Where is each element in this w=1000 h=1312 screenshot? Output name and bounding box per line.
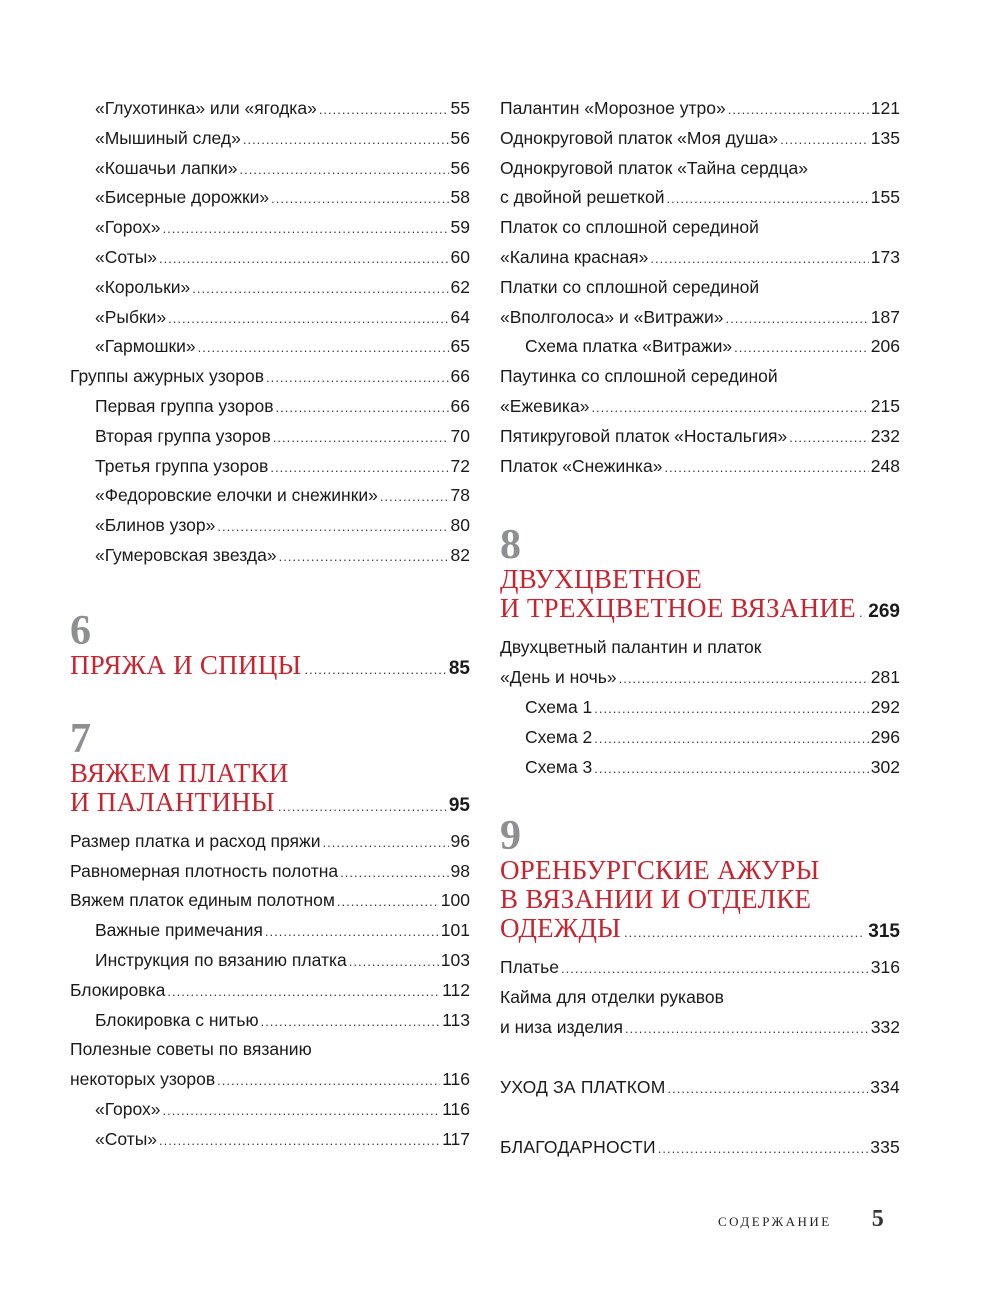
leader-dots — [594, 694, 869, 724]
toc-entry[interactable] — [70, 857, 470, 887]
toc-entry[interactable] — [500, 953, 900, 983]
entry-title: Блокировка — [70, 979, 166, 1000]
entry-title: Важные примечания — [95, 920, 263, 941]
entry-title: «Горох» — [95, 1098, 161, 1119]
entry-page: 65 — [450, 336, 470, 357]
toc-entry[interactable] — [70, 946, 470, 976]
leader-dots — [167, 977, 440, 1007]
toc-entry[interactable] — [70, 362, 470, 392]
entry-page: 82 — [450, 544, 470, 565]
entry-title: «Глухотинка» или «ягодка» — [95, 98, 317, 118]
chapter-entries — [500, 953, 900, 1042]
leader-dots — [591, 393, 868, 423]
entry-title: Схема 2 — [525, 726, 593, 747]
entry-page: 100 — [440, 890, 470, 911]
entry-page: 334 — [870, 1076, 900, 1097]
toc-entry[interactable] — [500, 183, 900, 213]
toc-entry[interactable] — [70, 1006, 470, 1036]
toc-entry[interactable] — [70, 1095, 470, 1125]
leader-dots — [273, 423, 449, 453]
entry-page: 292 — [870, 696, 900, 717]
leader-dots — [340, 858, 448, 888]
chapter-entries — [500, 633, 900, 782]
entry-page: 155 — [870, 187, 900, 208]
entry-title: Первая группа узоров — [95, 395, 274, 416]
leader-dots — [168, 304, 448, 334]
entry-page: 70 — [450, 425, 470, 446]
entry-page: 66 — [450, 395, 470, 416]
toc-entry[interactable] — [70, 886, 470, 916]
toc-entry[interactable] — [500, 723, 900, 753]
chapter-title-row[interactable] — [70, 788, 470, 817]
chapter-number: 8 — [500, 522, 521, 569]
toc-entry[interactable] — [70, 1065, 470, 1095]
toc-entry[interactable] — [70, 541, 470, 571]
toc-entry[interactable] — [70, 273, 470, 303]
toc-entry[interactable] — [70, 154, 470, 184]
entry-title: «Мышиный след» — [95, 127, 241, 148]
chapter-6 — [70, 607, 470, 680]
toc-entry[interactable] — [500, 243, 900, 273]
toc-entry[interactable] — [500, 392, 900, 422]
appendix-entry-care — [500, 1073, 900, 1103]
toc-entry[interactable] — [70, 976, 470, 1006]
leader-dots — [668, 1074, 869, 1104]
entry-title: «Калина красная» — [500, 246, 649, 267]
leader-dots — [278, 799, 446, 814]
chapter-entries — [70, 827, 470, 1155]
entry-title: с двойной решеткой — [500, 187, 665, 208]
chapter-9 — [500, 813, 900, 1042]
leader-dots — [734, 333, 869, 363]
entry-page: 56 — [450, 127, 470, 148]
entry-page: 281 — [870, 667, 900, 688]
entry-page: 96 — [450, 830, 470, 851]
chapter-title: ПРЯЖА И СПИЦЫ — [70, 649, 302, 680]
entry-page: 232 — [870, 425, 900, 446]
leader-dots — [276, 393, 449, 423]
toc-entry[interactable] — [70, 452, 470, 482]
chapter-7 — [70, 715, 470, 1155]
toc-entry[interactable] — [500, 1073, 900, 1103]
entry-title: Вторая группа узоров — [95, 425, 271, 446]
entry-page: 113 — [442, 1009, 470, 1030]
leader-dots — [859, 605, 865, 620]
entry-page: 248 — [870, 455, 900, 476]
chapter-title-line: ОРЕНБУРГСКИЕ АЖУРЫ — [500, 855, 820, 886]
leader-dots — [266, 363, 449, 393]
entry-title: «Блинов узор» — [95, 515, 216, 536]
entry-page: 58 — [450, 187, 470, 208]
entry-page: 64 — [450, 306, 470, 327]
leader-dots — [664, 453, 868, 483]
entry-page: 103 — [440, 949, 470, 970]
toc-entry[interactable] — [70, 827, 470, 857]
toc-section-list — [70, 94, 470, 571]
entry-page: 121 — [870, 98, 900, 118]
entry-title: некоторых узоров — [70, 1069, 216, 1090]
entry-page: 135 — [870, 127, 900, 148]
leader-dots — [624, 925, 865, 940]
chapter-title-line: ВЯЖЕМ ПЛАТКИ — [70, 757, 289, 788]
leader-dots — [217, 1066, 440, 1096]
leader-dots — [261, 1007, 441, 1037]
entry-title: «Ежевика» — [500, 395, 590, 416]
entry-page: 60 — [450, 246, 470, 267]
toc-entry[interactable] — [500, 94, 900, 124]
entry-title: Однокруговой платок «Моя душа» — [500, 127, 779, 148]
leader-dots — [159, 1126, 440, 1156]
page-number: 5 — [871, 1206, 884, 1232]
toc-entry[interactable] — [500, 1133, 900, 1163]
entry-title: Платок «Снежинка» — [500, 455, 663, 476]
appendix-entry-thanks — [500, 1133, 900, 1163]
chapter-title-row[interactable] — [500, 594, 900, 623]
toc-entry-line[interactable]: Однокруговой платок «Тайна сердца» — [500, 157, 809, 178]
entry-title: «Вполголоса» и «Витражи» — [500, 306, 724, 327]
leader-dots — [728, 95, 869, 125]
running-header-label: СОДЕРЖАНИЕ — [718, 1214, 832, 1229]
entry-title: «Бисерные дорожки» — [95, 187, 270, 208]
toc-entry[interactable] — [70, 422, 470, 452]
chapter-number: 7 — [70, 715, 91, 762]
toc-entry-line[interactable]: Кайма для отделки рукавов — [500, 987, 724, 1008]
toc-entry[interactable] — [70, 213, 470, 243]
leader-dots — [349, 947, 439, 977]
entry-page: 206 — [870, 336, 900, 357]
entry-page: 316 — [870, 957, 900, 978]
entry-page: 112 — [442, 979, 470, 1000]
entry-title: «Рыбки» — [95, 306, 167, 327]
toc-right-column — [500, 94, 900, 1162]
entry-page: 78 — [450, 485, 470, 506]
leader-dots — [243, 125, 449, 155]
entry-page: 117 — [442, 1128, 470, 1149]
leader-dots — [726, 304, 869, 334]
toc-entry[interactable] — [70, 124, 470, 154]
toc-entry[interactable] — [70, 481, 470, 511]
entry-title: «Кошачьи лапки» — [95, 157, 238, 178]
entry-title: «Горох» — [95, 217, 161, 238]
entry-title: «День и ночь» — [500, 667, 617, 688]
chapter-page: 315 — [868, 921, 900, 943]
entry-title: «Корольки» — [95, 276, 191, 297]
chapter-title-line: ДВУХЦВЕТНОЕ — [500, 564, 703, 595]
entry-title: Схема платка «Витражи» — [525, 336, 733, 357]
entry-page: 72 — [450, 455, 470, 476]
toc-left-column — [70, 94, 470, 1155]
entry-title: Пятикруговой платок «Ностальгия» — [500, 425, 788, 446]
toc-entry[interactable] — [500, 303, 900, 333]
toc-entry-line[interactable]: Двухцветный палантин и платок — [500, 637, 762, 658]
toc-entry-line[interactable]: Платки со сплошной серединой — [500, 276, 760, 297]
leader-dots — [271, 184, 448, 214]
toc-entry[interactable] — [70, 94, 470, 124]
entry-page: 98 — [450, 860, 470, 881]
entry-page: 62 — [450, 276, 470, 297]
chapter-title-line: И ПАЛАНТИНЫ — [70, 786, 275, 817]
entry-page: 59 — [450, 217, 470, 238]
leader-dots — [192, 274, 448, 304]
entry-page: 56 — [450, 157, 470, 178]
leader-dots — [780, 125, 869, 155]
leader-dots — [561, 954, 869, 984]
chapter-page: 95 — [448, 794, 470, 816]
entry-title: «Гумеровская звезда» — [95, 544, 277, 565]
toc-entry-line[interactable]: Паутинка со сплошной серединой — [500, 366, 778, 387]
entry-title: БЛАГОДАРНОСТИ — [500, 1136, 656, 1157]
leader-dots — [789, 423, 869, 453]
chapter-title-line: ОДЕЖДЫ — [500, 913, 622, 944]
toc-entry-line[interactable]: Платок со сплошной серединой — [500, 217, 759, 238]
entry-title: Схема 3 — [525, 756, 593, 777]
toc-entry[interactable] — [70, 332, 470, 362]
toc-entry[interactable] — [500, 124, 900, 154]
leader-dots — [667, 184, 869, 214]
toc-entry-line[interactable]: Полезные советы по вязанию — [70, 1039, 312, 1060]
entry-page: 101 — [440, 920, 470, 941]
entry-page: 335 — [870, 1136, 900, 1157]
chapter-page: 85 — [448, 657, 470, 679]
leader-dots — [594, 754, 869, 784]
entry-page: 116 — [442, 1098, 470, 1119]
chapter-page: 269 — [868, 601, 900, 623]
toc-entry[interactable] — [70, 1125, 470, 1155]
entry-title: Вяжем платок единым полотном — [70, 890, 335, 911]
entry-page: 215 — [870, 395, 900, 416]
leader-dots — [323, 828, 449, 858]
chapter-title-row[interactable] — [500, 914, 900, 943]
entry-title: «Соты» — [95, 246, 158, 267]
toc-entry[interactable] — [70, 183, 470, 213]
toc-entry[interactable] — [500, 422, 900, 452]
leader-dots — [658, 1134, 868, 1164]
entry-page: 173 — [870, 246, 900, 267]
chapter-title-row[interactable] — [70, 651, 470, 680]
leader-dots — [279, 542, 449, 572]
entry-title: Группы ажурных узоров — [70, 366, 265, 387]
entry-title: «Федоровские елочки и снежинки» — [95, 485, 378, 506]
chapter-title-line: В ВЯЗАНИИ И ОТДЕЛКЕ — [500, 884, 812, 915]
entry-title: «Гармошки» — [95, 336, 196, 357]
chapter-number: 9 — [500, 813, 521, 860]
toc-entry[interactable] — [70, 243, 470, 273]
leader-dots — [198, 333, 449, 363]
entry-title: Размер платка и расход пряжи — [70, 830, 321, 851]
leader-dots — [380, 482, 449, 512]
leader-dots — [619, 664, 869, 694]
entry-title: Третья группа узоров — [95, 455, 269, 476]
entry-page: 80 — [450, 515, 470, 536]
toc-entry[interactable] — [70, 303, 470, 333]
toc-section-list — [500, 94, 900, 481]
toc-entry[interactable] — [500, 693, 900, 723]
toc-entry[interactable] — [70, 916, 470, 946]
toc-entry[interactable] — [500, 332, 900, 362]
chapter-number: 6 — [70, 607, 91, 654]
toc-entry[interactable] — [500, 452, 900, 482]
entry-title: Палантин «Морозное утро» — [500, 98, 726, 118]
leader-dots — [270, 453, 448, 483]
entry-page: 302 — [870, 756, 900, 777]
entry-page: 187 — [870, 306, 900, 327]
entry-title: Схема 1 — [525, 696, 593, 717]
entry-title: УХОД ЗА ПЛАТКОМ — [500, 1076, 666, 1097]
leader-dots — [265, 917, 439, 947]
entry-page: 55 — [450, 98, 470, 118]
leader-dots — [650, 244, 868, 274]
entry-title: Платье — [500, 957, 560, 978]
leader-dots — [217, 512, 448, 542]
entry-page: 296 — [870, 726, 900, 747]
page-footer — [718, 1206, 884, 1233]
leader-dots — [319, 95, 449, 125]
leader-dots — [594, 724, 869, 754]
chapter-8 — [500, 522, 900, 782]
leader-dots — [159, 244, 448, 274]
toc-entry[interactable] — [500, 1013, 900, 1043]
toc-entry[interactable] — [500, 663, 900, 693]
toc-entry[interactable] — [500, 753, 900, 783]
leader-dots — [337, 887, 439, 917]
entry-page: 332 — [870, 1016, 900, 1037]
leader-dots — [625, 1014, 869, 1044]
entry-title: Инструкция по вязанию платка — [95, 949, 347, 970]
entry-page: 66 — [450, 366, 470, 387]
entry-title: «Соты» — [95, 1128, 158, 1149]
chapter-title-line: И ТРЕХЦВЕТНОЕ ВЯЗАНИЕ — [500, 593, 856, 624]
entry-title: и низа изделия — [500, 1016, 623, 1037]
leader-dots — [163, 1096, 441, 1126]
toc-entry[interactable] — [70, 392, 470, 422]
leader-dots — [304, 662, 445, 677]
leader-dots — [240, 155, 449, 185]
entry-title: Равномерная плотность полотна — [70, 860, 339, 881]
entry-page: 116 — [442, 1069, 470, 1090]
entry-title: Блокировка с нитью — [95, 1009, 259, 1030]
leader-dots — [163, 214, 449, 244]
toc-entry[interactable] — [70, 511, 470, 541]
